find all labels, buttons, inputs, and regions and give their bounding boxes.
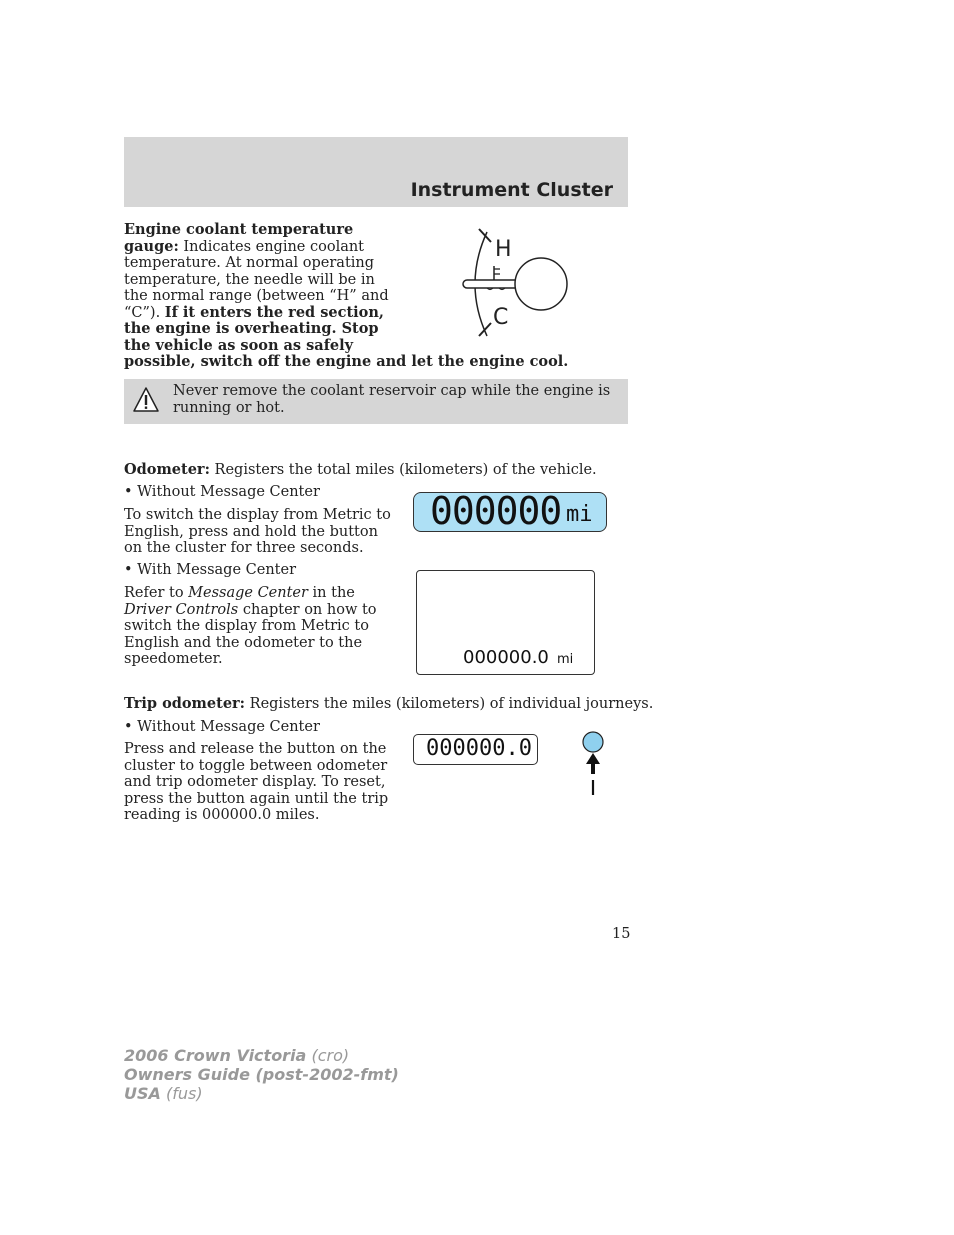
hot-label: H <box>495 237 512 262</box>
arrow-up-icon <box>586 753 600 774</box>
coolant-heading-line2: gauge: <box>124 237 179 255</box>
footer-market-code: (fus) <box>160 1084 203 1103</box>
paragraph-line: reading is 000000.0 miles. <box>124 807 320 823</box>
trip-odometer-label: Trip odometer: <box>124 695 246 712</box>
paragraph-text: chapter on how to <box>238 601 377 618</box>
trip-odometer-description: Registers the miles (kilometers) of individual journeys. <box>245 696 654 712</box>
paragraph-line: cluster to toggle between odometer <box>124 757 388 774</box>
trip-reset-button <box>583 732 603 752</box>
coolant-warning-text: the engine is overheating. Stop <box>124 320 379 337</box>
paragraph-line: English and the odometer to the <box>124 634 363 651</box>
coolant-warning-text: If it enters the red section, <box>164 303 384 321</box>
gauge-hub <box>515 258 567 310</box>
coolant-text: “C”). <box>124 304 165 321</box>
odometer-label: Odometer: <box>124 461 210 478</box>
message-center-display <box>416 570 595 675</box>
paragraph-line: speedometer. <box>124 651 223 667</box>
warning-triangle-icon <box>132 386 160 414</box>
paragraph-text: Refer to <box>124 585 189 601</box>
coolant-text: Indicates engine coolant <box>178 238 365 255</box>
odometer-lcd-display <box>413 489 607 533</box>
paragraph-line: English, press and hold the button <box>124 523 378 540</box>
trip-digits: 000000.0 <box>426 736 532 761</box>
paragraph-line: Press and release the button on the <box>124 741 387 757</box>
message-center-odometer-digits: 000000.0 <box>463 647 549 668</box>
coolant-text: the normal range (between “H” and <box>124 288 389 304</box>
footer-guide: Owners Guide (post-2002-fmt) <box>124 1065 399 1084</box>
trip-lcd-display <box>413 734 538 765</box>
odometer-bullet-without: • Without Message Center <box>124 484 320 500</box>
footer-model: 2006 Crown Victoria <box>124 1046 307 1065</box>
odometer-unit: mi <box>566 502 593 527</box>
warning-box <box>124 379 628 424</box>
document-footer <box>124 1046 399 1103</box>
paragraph-line: on the cluster for three seconds. <box>124 540 364 556</box>
warning-line: Never remove the coolant reservoir cap while the engine is <box>173 383 611 399</box>
coolant-text: temperature. At normal operating <box>124 255 375 271</box>
warning-line: running or hot. <box>173 399 285 416</box>
header-band <box>124 137 628 207</box>
odometer-paragraph-without <box>124 507 391 557</box>
section-title: Instrument Cluster <box>410 179 613 201</box>
cold-label: C <box>493 305 509 330</box>
coolant-warning-text: possible, switch off the engine and let the engine cool. <box>124 353 569 370</box>
odometer-bullet-with: • With Message Center <box>124 562 297 578</box>
odometer-heading <box>124 462 634 479</box>
hot-tick <box>479 229 491 242</box>
paragraph-line: and trip odometer display. To reset, <box>124 774 386 790</box>
coolant-heading-line1: Engine coolant temperature <box>124 221 354 238</box>
message-center-ref: Message Center <box>188 585 308 601</box>
trip-reset-button-illustration <box>580 730 608 800</box>
odometer-paragraph-with <box>124 585 377 668</box>
footer-market: USA <box>124 1084 161 1103</box>
paragraph-text: in the <box>307 585 355 601</box>
paragraph-line: press the button again until the trip <box>124 790 389 807</box>
coolant-warning-text: the vehicle as soon as safely <box>124 336 354 354</box>
coolant-gauge-illustration <box>455 222 575 342</box>
driver-controls-ref: Driver Controls <box>124 601 239 618</box>
odometer-digits: 000000 <box>430 489 562 533</box>
coolant-text: temperature, the needle will be in <box>124 271 375 288</box>
footer-code: (cro) <box>306 1046 350 1065</box>
warning-text <box>173 383 613 416</box>
trip-bullet-without: • Without Message Center <box>124 719 320 735</box>
paragraph-line: switch the display from Metric to <box>124 618 369 634</box>
page-number: 15 <box>612 926 631 942</box>
trip-odometer-heading <box>124 695 654 713</box>
odometer-description: Registers the total miles (kilometers) of the vehicle. <box>209 462 597 478</box>
trip-paragraph <box>124 741 388 824</box>
paragraph-line: To switch the display from Metric to <box>124 507 391 523</box>
cold-tick <box>479 323 491 336</box>
message-center-unit: mi <box>557 652 574 667</box>
